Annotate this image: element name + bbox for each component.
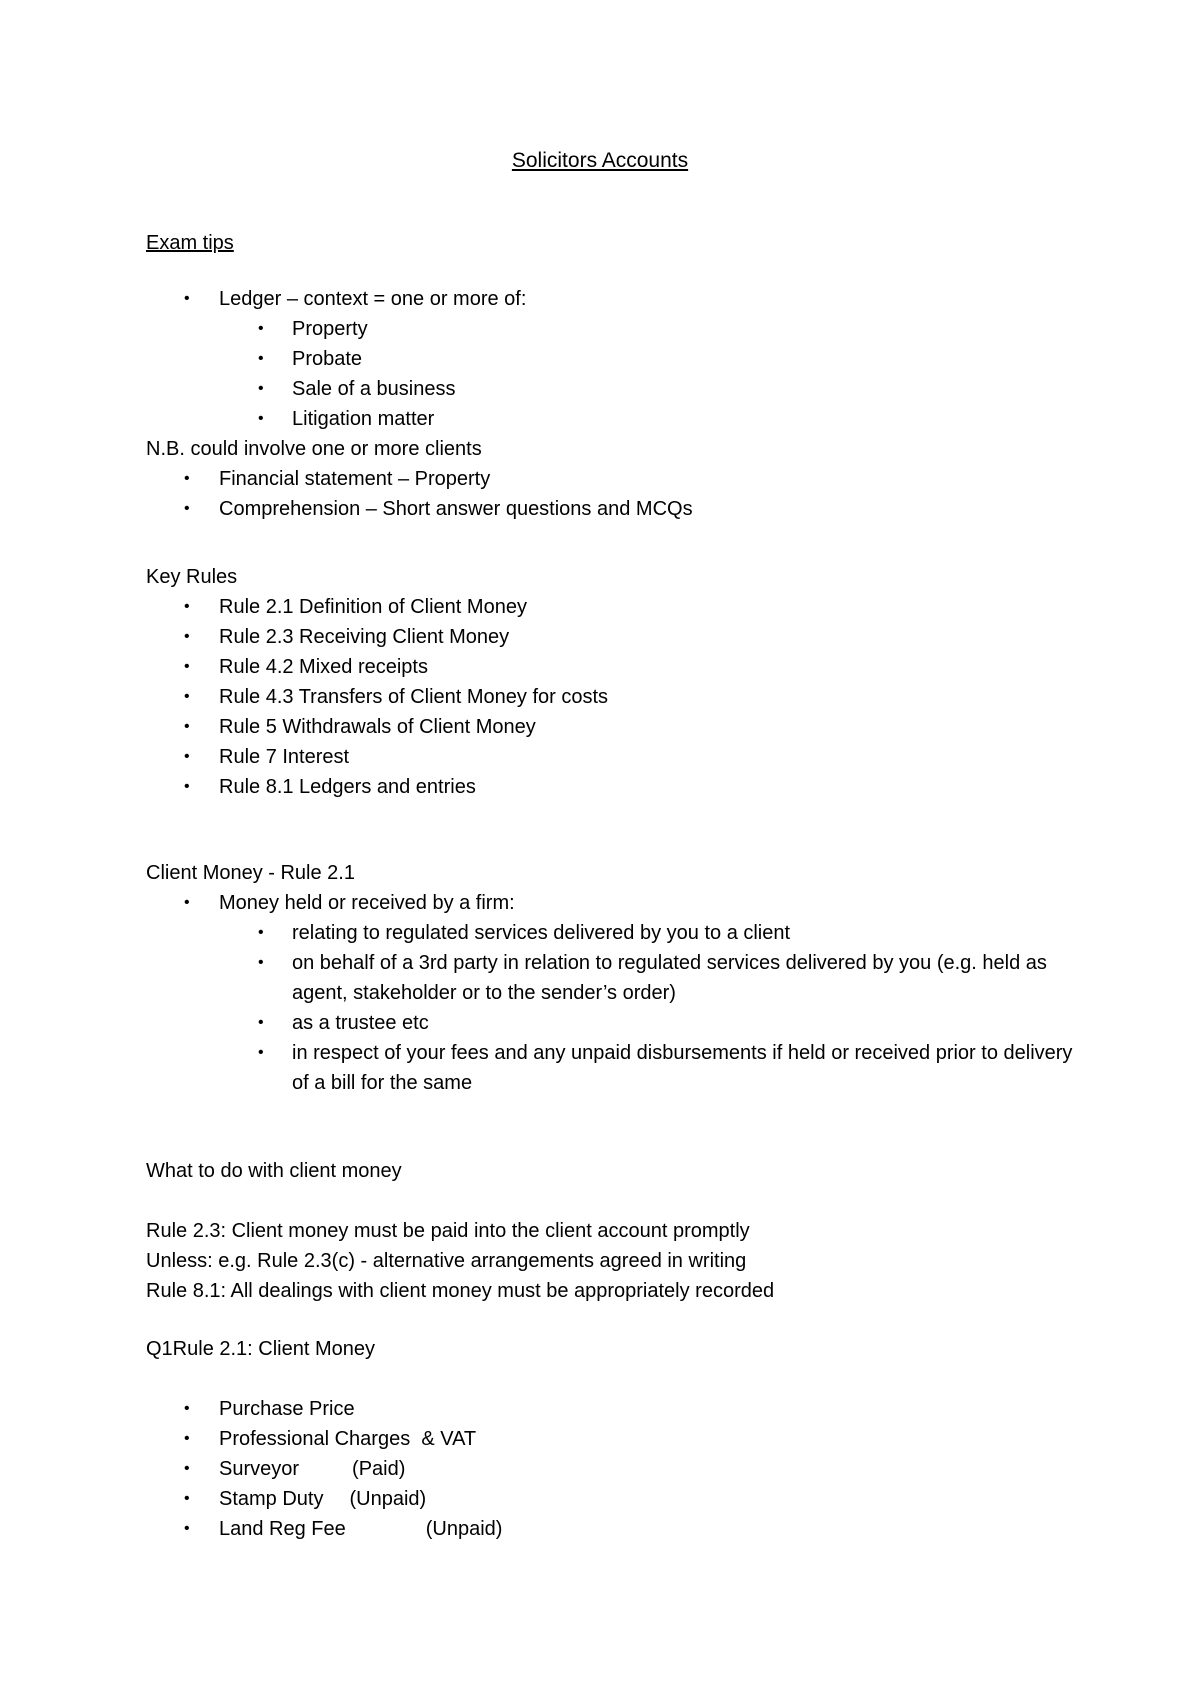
key-rules-section xyxy=(146,562,1126,802)
rule-line: Unless: e.g. Rule 2.3(c) - alternative arrangements agreed in writing xyxy=(146,1250,747,1272)
item-status: (Unpaid) xyxy=(425,1518,503,1540)
list-item: • in respect of your fees and any unpaid disbursements if held or received prior to delivery of a bill for the same xyxy=(146,1038,1082,1098)
list-item: • Rule 4.2 Mixed receipts xyxy=(146,652,1126,682)
list-item xyxy=(146,1424,1126,1454)
list-item: • on behalf of a 3rd party in relation to regulated services delivered by you (e.g. held as agent, stakeholder or to the sender’s order) xyxy=(146,948,1082,1008)
list-item: • Rule 2.1 Definition of Client Money xyxy=(146,592,1126,622)
nb-line: N.B. could involve one or more clients xyxy=(146,438,482,460)
document-title: Solicitors Accounts xyxy=(511,149,689,172)
list-item: • Financial statement – Property xyxy=(146,464,1126,494)
client-money-section xyxy=(146,858,1126,1098)
list-item: • Comprehension – Short answer questions and MCQs xyxy=(146,494,1126,524)
item-status: (Paid) xyxy=(352,1458,406,1480)
q1-heading: Q1Rule 2.1: Client Money xyxy=(146,1338,376,1360)
list-item: • Money held or received by a firm: xyxy=(146,888,1126,918)
list-item xyxy=(146,1514,1126,1544)
list-item: • Rule 4.3 Transfers of Client Money for costs xyxy=(146,682,1126,712)
item-label: Professional Charges & VAT xyxy=(219,1428,477,1450)
list-item xyxy=(146,1394,1126,1424)
item-label: Land Reg Fee xyxy=(219,1518,346,1540)
exam-tips-heading: Exam tips xyxy=(146,232,234,254)
q1-list xyxy=(146,1394,1126,1544)
rule-line: Rule 2.3: Client money must be paid into the client account promptly xyxy=(146,1220,750,1242)
client-money-heading: Client Money - Rule 2.1 xyxy=(146,862,355,884)
list-item: • Rule 7 Interest xyxy=(146,742,1126,772)
key-rules-list xyxy=(146,592,1126,802)
item-status: (Unpaid) xyxy=(349,1488,427,1510)
exam-tips-list-2 xyxy=(146,464,1126,524)
what-to-do-heading: What to do with client money xyxy=(146,1160,402,1182)
what-to-do-section xyxy=(146,1156,1126,1306)
exam-tips-list xyxy=(146,284,1126,434)
list-item: • Rule 2.3 Receiving Client Money xyxy=(146,622,1126,652)
list-item: • Probate xyxy=(146,344,1126,374)
list-item xyxy=(146,1484,1126,1514)
rule-line: Rule 8.1: All dealings with client money must be appropriately recorded xyxy=(146,1280,775,1302)
list-item: • Ledger – context = one or more of: xyxy=(146,284,1126,314)
item-label: Surveyor xyxy=(219,1458,300,1480)
q1-section xyxy=(146,1334,1126,1544)
item-label: Purchase Price xyxy=(219,1398,355,1420)
key-rules-heading: Key Rules xyxy=(146,566,238,588)
list-item: • as a trustee etc xyxy=(146,1008,1082,1038)
list-item: • Rule 8.1 Ledgers and entries xyxy=(146,772,1126,802)
list-item: • relating to regulated services delivered by you to a client xyxy=(146,918,1082,948)
item-label: Stamp Duty xyxy=(219,1488,324,1510)
list-item: • Rule 5 Withdrawals of Client Money xyxy=(146,712,1126,742)
list-item: • Litigation matter xyxy=(146,404,1126,434)
exam-tips-section xyxy=(146,228,1126,524)
list-item: • Property xyxy=(146,314,1126,344)
list-item xyxy=(146,1454,1126,1484)
client-money-list xyxy=(146,888,1126,1098)
list-item: • Sale of a business xyxy=(146,374,1126,404)
